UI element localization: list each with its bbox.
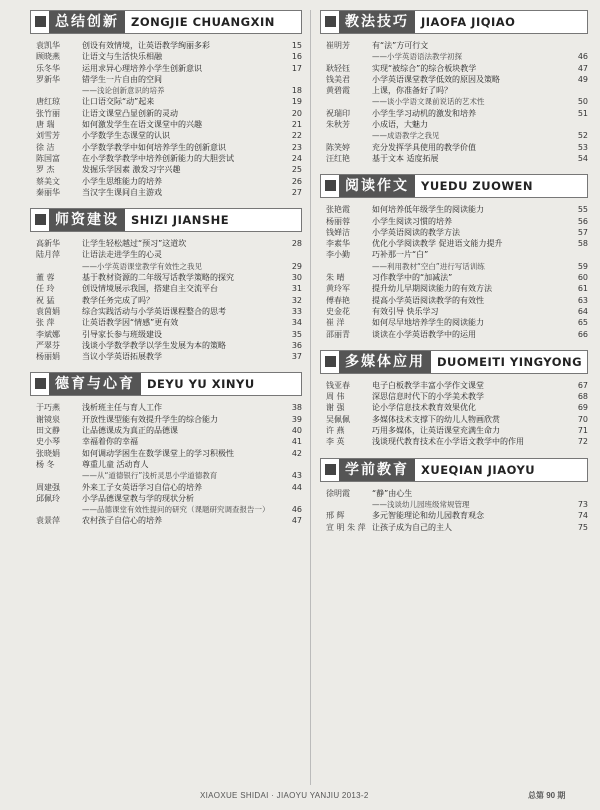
entry-page-number: 50 [577, 97, 588, 107]
entry-subtitle: ——利用教材“空白”进行写话训练 [372, 261, 485, 271]
entry-title: 让品德课成为真正的品德课 [82, 426, 178, 436]
right-column [320, 10, 588, 543]
entry-author: 许 燕 [326, 426, 345, 436]
entry-page-number: 54 [577, 153, 588, 163]
entry-title: 小学生学习动机的激发和培养 [372, 108, 476, 118]
section-title-en: DUOMEITI YINGYONG [437, 354, 583, 369]
entry-title: 电子白板教学丰富小学作文课堂 [372, 380, 484, 390]
section-jiaofa [320, 10, 588, 164]
entry-author: 邱佩玲 [36, 493, 60, 503]
entry-subtitle: ——从“道德银行”浅析灵思小学道德教育 [82, 471, 218, 481]
entry-author: 朱秋芳 [326, 120, 350, 130]
toc-entry[interactable] [30, 306, 302, 317]
entry-title: 运用求异心理培养小学生创新意识 [82, 63, 202, 73]
entry-author: 李素华 [326, 239, 350, 249]
entry-subtitle: ——浅论创新意识的培养 [82, 86, 165, 96]
entry-page-number: 71 [577, 426, 588, 436]
toc-entry[interactable] [30, 283, 302, 294]
entry-page-number: 40 [291, 426, 302, 436]
entry-author: 张竹丽 [36, 108, 60, 118]
toc-entry[interactable] [30, 96, 302, 107]
toc-entry[interactable] [320, 153, 588, 164]
toc-entry[interactable] [30, 414, 302, 425]
entry-page-number: 65 [577, 318, 588, 328]
entry-page-number: 29 [291, 261, 302, 271]
entry-title: 巧用多媒体，让英语课堂充满生命力 [372, 426, 500, 436]
entry-page-number: 16 [291, 52, 302, 62]
square-bullet-icon [325, 464, 336, 475]
entry-author: 耿轻钰 [326, 63, 350, 73]
toc-entry[interactable] [320, 216, 588, 227]
entry-author: 张 萍 [36, 318, 55, 328]
entry-author: 刘雪芳 [36, 131, 60, 141]
entry-page-number: 49 [577, 74, 588, 84]
entry-page-number: 46 [577, 52, 588, 62]
entry-title: 发掘乐学因素 激发习字兴趣 [82, 165, 181, 175]
entry-author: 袁凯华 [36, 41, 60, 50]
entry-page-number: 17 [291, 63, 302, 73]
toc-entry[interactable] [30, 329, 302, 340]
entry-page-number: 64 [577, 306, 588, 316]
section-title-en: XUEQIAN JIAOYU [421, 462, 536, 477]
toc-entry[interactable] [30, 176, 302, 187]
toc-entry[interactable] [320, 63, 588, 74]
entry-author: 祝 猛 [36, 295, 55, 305]
entry-author: 张晓娟 [36, 448, 60, 458]
entry-author: 高新华 [36, 239, 60, 249]
entry-page-number: 51 [577, 108, 588, 118]
entry-author: 田文静 [36, 426, 60, 436]
entry-author: 黄玲军 [326, 284, 350, 294]
entry-author: 张艳霞 [326, 205, 350, 215]
toc-entry[interactable] [320, 306, 588, 317]
toc-entry[interactable] [30, 448, 302, 459]
entry-title: 创设有效情境，让英语教学绚丽多彩 [82, 41, 210, 50]
entry-author: 乐冬华 [36, 63, 60, 73]
toc-entry[interactable] [320, 74, 588, 85]
entry-title: 浅谈现代教育技术在小学语文教学中的作用 [372, 437, 524, 447]
toc-entry[interactable] [30, 459, 302, 482]
entry-title: 优化小学阅读教学 促进语文能力提升 [372, 239, 503, 249]
entry-title: 如何调动学困生在数学课堂上的学习积极性 [82, 448, 234, 458]
entry-title: 教学任务完成了吗？ [82, 295, 154, 305]
entry-author: 蔡美文 [36, 176, 60, 186]
entry-title: 开放性课型能有效提升学生的综合能力 [82, 414, 218, 424]
toc-entry[interactable] [320, 425, 588, 436]
entry-title: 基于文本 适度拓展 [372, 153, 439, 163]
issue-number: 总第 90 期 [528, 791, 566, 800]
entry-page-number: 75 [577, 522, 588, 532]
entry-title: 小学英语课堂教学低效的原因及策略 [372, 74, 500, 84]
toc-entry[interactable] [320, 40, 588, 63]
toc-entry[interactable] [320, 317, 588, 328]
section-title-cn: 阅读作文 [339, 175, 415, 197]
toc-entry[interactable] [30, 51, 302, 62]
entry-page-number: 70 [577, 414, 588, 424]
entry-author: 董 蓉 [36, 273, 55, 283]
section-header [320, 458, 588, 482]
entry-page-number: 39 [291, 414, 302, 424]
toc-entry[interactable] [320, 249, 588, 272]
toc-entry[interactable] [320, 108, 588, 119]
section-title-cn: 德育与心育 [49, 373, 141, 395]
square-bullet-icon [325, 356, 336, 367]
entry-page-number: 34 [291, 318, 302, 328]
toc-entry[interactable] [30, 119, 302, 130]
entry-page-number: 66 [577, 329, 588, 339]
square-bullet-icon [35, 378, 46, 389]
entry-page-number: 32 [291, 295, 302, 305]
entry-author: 李小勤 [326, 250, 350, 260]
toc-entry[interactable] [30, 142, 302, 153]
section-title-en: SHIZI JIANSHE [131, 213, 230, 228]
toc-entry[interactable] [320, 119, 588, 142]
entry-page-number: 72 [577, 437, 588, 447]
entry-page-number: 26 [291, 176, 302, 186]
section-yuedu [320, 174, 588, 340]
entry-author: 周建强 [36, 482, 60, 492]
entry-title: 论小学信息技术教育效果优化 [372, 403, 476, 413]
toc-entry[interactable] [30, 493, 302, 516]
page-footer [0, 787, 600, 805]
toc-entry[interactable] [30, 482, 302, 493]
toc-entry[interactable] [30, 272, 302, 283]
entry-author: 钱亚春 [326, 380, 350, 390]
entry-title: 让口语交际“动”起来 [82, 97, 155, 107]
section-title-cn: 教法技巧 [339, 11, 415, 33]
entry-author: 吴佩佩 [326, 414, 350, 424]
toc-entry[interactable] [30, 515, 302, 526]
entry-title: 提高小学英语阅读教学的有效性 [372, 295, 484, 305]
entry-subtitle: ——谈小学语文课前说话的艺术性 [372, 97, 485, 107]
entry-subtitle: ——小学英语语法教学初探 [372, 52, 462, 62]
entry-title: 当议小学英语拓展教学 [82, 352, 162, 362]
entry-title: 有“法”方可行文 [372, 41, 429, 50]
toc-entry[interactable] [320, 391, 588, 402]
entry-subtitle: ——浅谈幼儿园班级常规管理 [372, 499, 470, 509]
entry-page-number: 36 [291, 340, 302, 350]
entry-subtitle: ——成语教学之我见 [372, 131, 440, 141]
entry-page-number: 73 [577, 499, 588, 509]
entry-title: 实现“被综合”的综合板块教学 [372, 63, 477, 73]
entry-page-number: 15 [291, 41, 302, 50]
section-title-en: ZONGJIE CHUANGXIN [131, 15, 275, 29]
entry-author: 黄碧霞 [326, 86, 350, 96]
toc-entry[interactable] [30, 74, 302, 97]
entry-page-number: 59 [577, 261, 588, 271]
toc-entry[interactable] [320, 85, 588, 108]
section-header [320, 10, 588, 34]
entry-title: 让英语教学因“情感”更有效 [82, 318, 179, 328]
entry-page-number: 18 [291, 86, 302, 96]
entry-author: 傅春艳 [326, 295, 350, 305]
toc-entry[interactable] [320, 436, 588, 447]
toc-entry[interactable] [30, 187, 302, 198]
entry-subtitle: ——品德课堂有效性提问的研究（课题研究调查报告一） [82, 505, 270, 515]
toc-entry[interactable] [320, 522, 588, 533]
entry-author: 陆月萍 [36, 250, 60, 260]
entry-author: 崔明芳 [326, 41, 350, 50]
toc-entry[interactable] [30, 164, 302, 175]
entry-page-number: 22 [291, 131, 302, 141]
entry-title: 小学生思维能力的培养 [82, 176, 162, 186]
entry-title: 提升幼儿早期阅读能力的有效方法 [372, 284, 492, 294]
entry-page-number: 30 [291, 273, 302, 283]
entry-title: 让孩子成为自己的主人 [372, 522, 452, 532]
entry-page-number: 38 [291, 403, 302, 413]
toc-entry[interactable] [320, 272, 588, 283]
entry-author: 李 英 [326, 437, 345, 447]
toc-entry[interactable] [30, 249, 302, 272]
entry-author: 陈国富 [36, 153, 60, 163]
entry-page-number: 53 [577, 142, 588, 152]
section-header [30, 10, 302, 34]
entry-author: 钱婵洁 [326, 227, 350, 237]
entry-title: 幸福着你的幸福 [82, 437, 138, 447]
entry-page-number: 37 [291, 352, 302, 362]
section-title-en: JIAOFA JIQIAO [421, 15, 516, 29]
section-title-cn: 总结创新 [49, 11, 125, 33]
entry-page-number: 44 [291, 482, 302, 492]
entry-author: 谢 强 [326, 403, 345, 413]
entry-page-number: 69 [577, 403, 588, 413]
entry-page-number: 47 [577, 63, 588, 73]
entry-title: 让语文与生活快乐相融 [82, 52, 162, 62]
entry-author: 秦丽华 [36, 187, 60, 197]
entry-page-number: 28 [291, 239, 302, 249]
entry-author: 宣 明 朱 萍 [326, 522, 366, 532]
section-title-cn: 多媒体应用 [339, 351, 431, 373]
entry-title: 如何培养低年级学生的阅读能力 [372, 205, 484, 215]
entry-author: 陈笑婷 [326, 142, 350, 152]
section-header [30, 372, 302, 396]
entry-page-number: 31 [291, 284, 302, 294]
entry-page-number: 57 [577, 227, 588, 237]
entry-page-number: 47 [291, 516, 302, 526]
toc-entry[interactable] [30, 108, 302, 119]
toc-entry[interactable] [30, 425, 302, 436]
toc-entry[interactable] [320, 227, 588, 238]
entry-page-number: 43 [291, 471, 302, 481]
section-duomeiti [320, 350, 588, 448]
entry-author: 徐明霞 [326, 488, 350, 498]
entry-page-number: 60 [577, 273, 588, 283]
entry-page-number: 67 [577, 380, 588, 390]
entry-title: 外来工子女英语学习自信心的培养 [82, 482, 202, 492]
entry-title: 浅谈小学数学教学以学生发展为本的策略 [82, 340, 226, 350]
toc-entry[interactable] [30, 130, 302, 141]
section-title-cn: 学前教育 [339, 459, 415, 481]
section-title-en: YUEDU ZUOWEN [421, 179, 534, 194]
toc-entry[interactable] [30, 238, 302, 249]
entry-title: 让语法走进学生的心灵 [82, 250, 162, 260]
section-zongjie [30, 10, 302, 198]
entry-title: 让学生轻松越过“预习”这道坎 [82, 239, 187, 249]
entry-title: 巧补那一片“白” [372, 250, 429, 260]
entry-title: 有效引导 快乐学习 [372, 306, 439, 316]
square-bullet-icon [325, 180, 336, 191]
toc-entry[interactable] [30, 153, 302, 164]
toc-entry[interactable] [320, 329, 588, 340]
entry-page-number: 35 [291, 329, 302, 339]
entry-title: 小学生阅读习惯的培养 [372, 216, 452, 226]
entry-title: 基于教材资源的二年级写话教学策略的探究 [82, 273, 234, 283]
entry-author: 任 玲 [36, 284, 55, 294]
section-header [320, 174, 588, 198]
toc-entry[interactable] [30, 317, 302, 328]
entry-page-number: 52 [577, 131, 588, 141]
entry-author: 杨 冬 [36, 459, 55, 469]
entry-page-number: 27 [291, 187, 302, 197]
entry-author: 袁景萍 [36, 516, 60, 526]
entry-page-number: 20 [291, 108, 302, 118]
entry-author: 杨丽蓉 [326, 216, 350, 226]
entry-title: 多媒体技术支撑下的幼儿人物画欣赏 [372, 414, 500, 424]
entry-title: 充分发挥学具使用的教学价值 [372, 142, 476, 152]
entry-page-number: 25 [291, 165, 302, 175]
entry-title: 小学数学生态课堂的认识 [82, 131, 170, 141]
entry-author: 钱美君 [326, 74, 350, 84]
entry-subtitle: ——小学英语课堂教学有效性之我见 [82, 261, 202, 271]
entry-page-number: 24 [291, 153, 302, 163]
toc-entry[interactable] [320, 488, 588, 511]
entry-title: 深思信息时代下的小学美术教学 [372, 392, 484, 402]
entry-page-number: 42 [291, 448, 302, 458]
entry-author: 罗新华 [36, 74, 60, 84]
entry-author: 唐 瑞 [36, 120, 55, 130]
entry-title: 浅析班主任与育人工作 [82, 403, 162, 413]
entry-title: 错学生一片自由的空间 [82, 74, 162, 84]
entry-author: 杨丽娟 [36, 352, 60, 362]
toc-entry[interactable] [30, 402, 302, 413]
entry-page-number: 56 [577, 216, 588, 226]
section-header [30, 208, 302, 232]
square-bullet-icon [325, 16, 336, 27]
entry-page-number: 61 [577, 284, 588, 294]
toc-entry[interactable] [30, 351, 302, 362]
toc-entry[interactable] [320, 295, 588, 306]
toc-entry[interactable] [30, 295, 302, 306]
section-deyu [30, 372, 302, 526]
square-bullet-icon [35, 214, 46, 225]
entry-author: 祝瑞印 [326, 108, 350, 118]
toc-entry[interactable] [30, 340, 302, 351]
entry-title: 如何激发学生在语文课堂中的兴趣 [82, 120, 202, 130]
entry-author: 史小琴 [36, 437, 60, 447]
entry-author: 严翠芬 [36, 340, 60, 350]
entry-title: 综合实践活动与小学英语课程整合的思考 [82, 306, 226, 316]
entry-page-number: 21 [291, 120, 302, 130]
section-xueqian [320, 458, 588, 533]
entry-page-number: 55 [577, 205, 588, 215]
section-shizi [30, 208, 302, 362]
toc-entry[interactable] [30, 40, 302, 51]
square-bullet-icon [35, 16, 46, 27]
entry-author: 罗 杰 [36, 165, 55, 175]
entry-title: 尊重儿童 活动育人 [82, 459, 149, 469]
entry-title: 多元智能理论和幼儿园教育观念 [372, 511, 484, 521]
entry-page-number: 58 [577, 239, 588, 249]
entry-title: 让语文课堂凸显创新的灵动 [82, 108, 178, 118]
section-title-cn: 师资建设 [49, 209, 125, 231]
toc-entry[interactable] [320, 402, 588, 413]
entry-author: 徐 洁 [36, 142, 55, 152]
toc-entry[interactable] [320, 414, 588, 425]
toc-entry[interactable] [320, 283, 588, 294]
entry-title: 农村孩子自信心的培养 [82, 516, 162, 526]
toc-entry[interactable] [320, 204, 588, 215]
entry-page-number: 23 [291, 142, 302, 152]
entry-title: “静”由心生 [372, 488, 413, 498]
entry-author: 李斌娜 [36, 329, 60, 339]
entry-title: 小学品德课堂教与学的现状分析 [82, 493, 194, 503]
entry-title: 小学英语阅读的教学方法 [372, 227, 460, 237]
entry-author: 顾晓燕 [36, 52, 60, 62]
entry-author: 邵丽青 [326, 329, 350, 339]
entry-title: 习作教学中的“加减法” [372, 273, 453, 283]
section-title-en: DEYU YU XINYU [147, 377, 255, 392]
entry-author: 于巧燕 [36, 403, 60, 413]
toc-entry[interactable] [320, 142, 588, 153]
toc-entry[interactable] [320, 510, 588, 521]
entry-title: 创设情境展示我国，搭建自主交流平台 [82, 284, 218, 294]
entry-title: 上课，你准备好了吗？ [372, 86, 452, 96]
toc-entry[interactable] [320, 238, 588, 249]
toc-entry[interactable] [30, 436, 302, 447]
entry-title: 当汉字生课间自主游戏 [82, 187, 162, 197]
entry-title: 小成语，大魅力 [372, 120, 428, 130]
entry-author: 谢镜泉 [36, 414, 60, 424]
entry-page-number: 74 [577, 511, 588, 521]
left-column [30, 10, 302, 537]
column-divider [310, 10, 311, 785]
entry-page-number: 68 [577, 392, 588, 402]
entry-author: 周 伟 [326, 392, 345, 402]
entry-author: 汪红艳 [326, 153, 350, 163]
entry-title: 如何尽早地培养学生的阅读能力 [372, 318, 484, 328]
entry-page-number: 41 [291, 437, 302, 447]
entry-title: 谈读在小学英语教学中的运用 [372, 329, 476, 339]
entry-title: 在小学数学教学中培养创新能力的大胆尝试 [82, 153, 234, 163]
toc-entry[interactable] [30, 63, 302, 74]
entry-author: 朱 晴 [326, 273, 345, 283]
entry-author: 袁茵娟 [36, 306, 60, 316]
entry-title: 引导家长参与班级建设 [82, 329, 162, 339]
entry-title: 小学数学教学中如何培养学生的创新意识 [82, 142, 226, 152]
entry-page-number: 46 [291, 505, 302, 515]
entry-author: 邢 辉 [326, 511, 345, 521]
entry-page-number: 33 [291, 306, 302, 316]
journal-name: XIAOXUE SHIDAI · JIAOYU YANJIU 2013-2 [200, 791, 369, 800]
entry-author: 崔 洋 [326, 318, 345, 328]
entry-author: 史金花 [326, 306, 350, 316]
toc-entry[interactable] [320, 380, 588, 391]
entry-page-number: 19 [291, 97, 302, 107]
entry-page-number: 63 [577, 295, 588, 305]
entry-author: 唐红琼 [36, 97, 60, 107]
section-header [320, 350, 588, 374]
